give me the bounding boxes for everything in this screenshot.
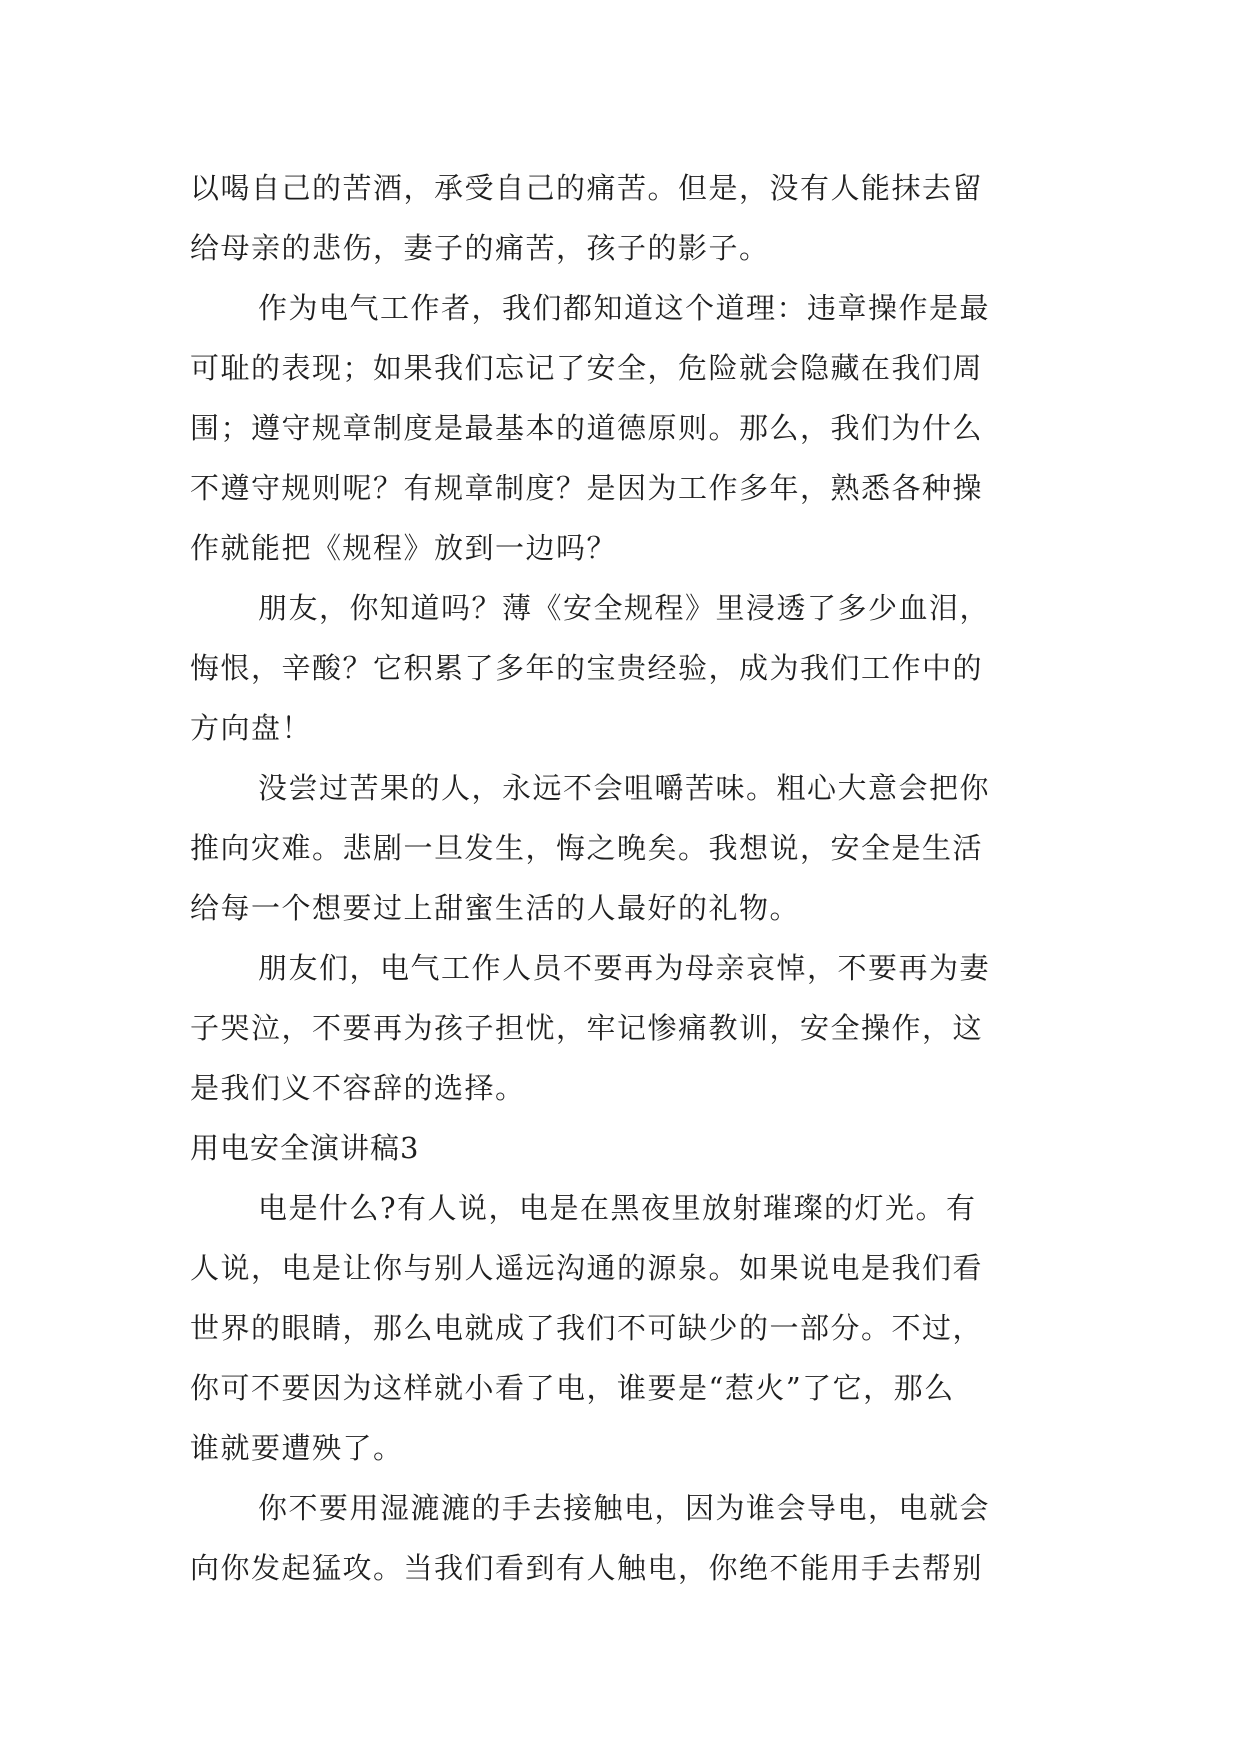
text-line: 悔恨，辛酸？它积累了多年的宝贵经验，成为我们工作中的	[190, 651, 984, 685]
text-line: 推向灾难。悲剧一旦发生，悔之晚矣。我想说，安全是生活	[190, 831, 984, 865]
text-line: 世界的眼睛，那么电就成了我们不可缺少的一部分。不过，	[190, 1311, 984, 1345]
text-line: 给每一个想要过上甜蜜生活的人最好的礼物。	[190, 891, 801, 925]
text-line: 以喝自己的苦酒，承受自己的痛苦。但是，没有人能抹去留	[190, 171, 984, 205]
text-line: 谁就要遭殃了。	[190, 1431, 404, 1465]
text-line: 子哭泣，不要再为孩子担忧，牢记惨痛教训，安全操作，这	[190, 1011, 984, 1045]
paragraph-start-line: 你不要用湿漉漉的手去接触电，因为谁会导电，电就会	[258, 1491, 991, 1525]
text-line: 是我们义不容辞的选择。	[190, 1071, 526, 1105]
text-line: 作就能把《规程》放到一边吗？	[190, 531, 618, 565]
paragraph-start-line: 朋友，你知道吗？薄《安全规程》里浸透了多少血泪，	[258, 591, 991, 625]
document-body	[190, 158, 1050, 1598]
text-line: 人说，电是让你与别人遥远沟通的源泉。如果说电是我们看	[190, 1251, 984, 1285]
paragraph-start-line: 电是什么?有人说，电是在黑夜里放射璀璨的灯光。有	[258, 1191, 977, 1225]
paragraph-start-line: 朋友们，电气工作人员不要再为母亲哀悼，不要再为妻	[258, 951, 991, 985]
text-line: 方向盘！	[190, 711, 313, 745]
section-heading: 用电安全演讲稿3	[190, 1131, 420, 1165]
text-line: 你可不要因为这样就小看了电，谁要是“惹火”了它，那么	[190, 1371, 955, 1405]
text-line: 向你发起猛攻。当我们看到有人触电，你绝不能用手去帮别	[190, 1551, 984, 1585]
text-line: 不遵守规则呢？有规章制度？是因为工作多年，熟悉各种操	[190, 471, 984, 505]
paragraph-start-line: 没尝过苦果的人，永远不会咀嚼苦味。粗心大意会把你	[258, 771, 991, 805]
paragraph-start-line: 作为电气工作者，我们都知道这个道理：违章操作是最	[258, 291, 991, 325]
text-line: 给母亲的悲伤，妻子的痛苦，孩子的影子。	[190, 231, 770, 265]
text-line: 围；遵守规章制度是最基本的道德原则。那么，我们为什么	[190, 411, 984, 445]
text-line: 可耻的表现；如果我们忘记了安全，危险就会隐藏在我们周	[190, 351, 984, 385]
